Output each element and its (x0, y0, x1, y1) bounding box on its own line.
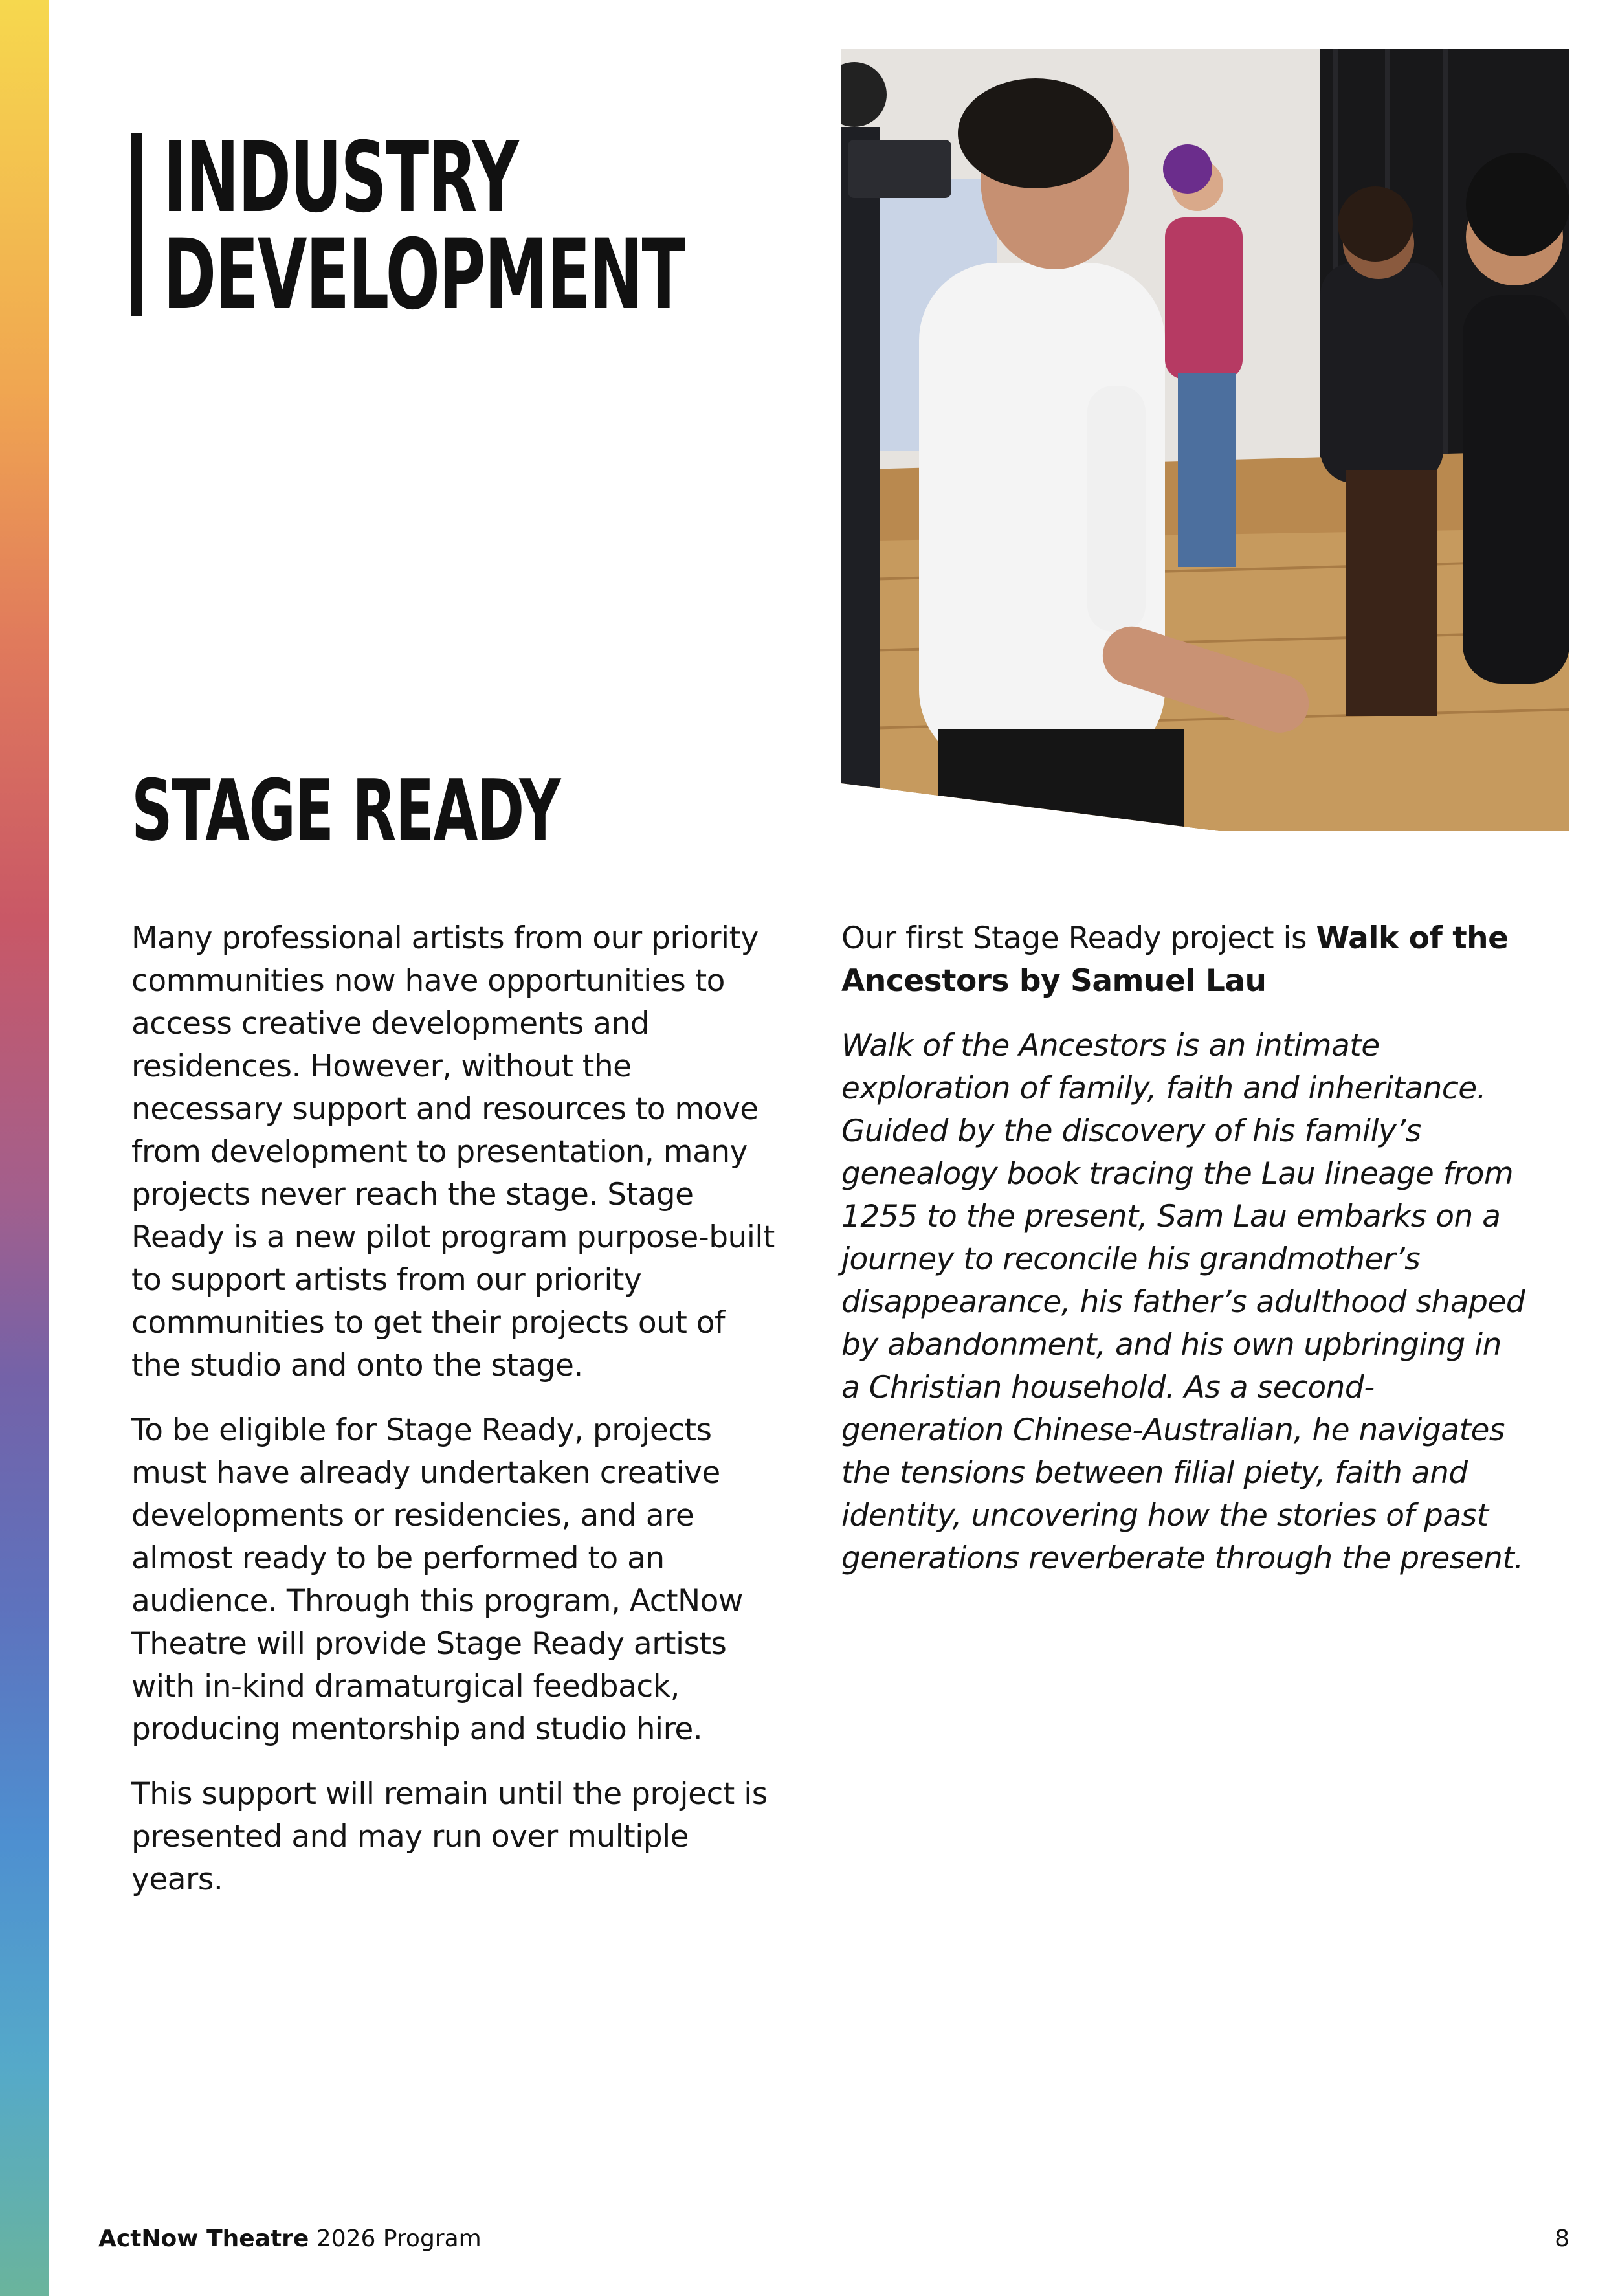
right-text-column (841, 917, 1527, 1602)
rehearsal-photo (841, 49, 1569, 831)
title-accent-bar (131, 133, 142, 316)
project-name: Walk of the Ancestors by Samuel Lau (841, 920, 1509, 999)
page-title-block (129, 122, 712, 331)
body-paragraph: To be eligible for Stage Ready, projects must have already undertaken creative developments or residencies, and are almost ready to be performed to an audience. Through this program, ActNow Theatre will provide Stage Ready artists with in-kind dramaturgical feedback, producing mentorship and studio hire. (131, 1412, 743, 1747)
body-paragraph: This support will remain until the project is presented and may run over multiple years. (131, 1776, 768, 1897)
page-title-line-2: DEVELOPMENT (163, 219, 685, 331)
footer-program-label: 2026 Program (309, 2225, 482, 2252)
body-paragraph: Many professional artists from our priority communities now have opportunities to access creative developments and residences. However, without the necessary support and resources to move from development to presentation, many projects never reach the stage. Stage Ready is a new pilot program purpose-built to support artists from our priority communities to get their projects out of the studio and onto the stage. (131, 920, 775, 1383)
page-title (163, 122, 685, 331)
footer-org-name: ActNow Theatre (98, 2225, 309, 2252)
project-synopsis: Walk of the Ancestors is an intimate exploration of family, faith and inheritance. Guided by the discovery of his family’s genealogy book tracing the Lau lineage from 1255 to the present, Sam Lau embarks on a journey to reconcile his grandmother’s disappearance, his father’s adulthood shaped by abandonment, and his own upbringing in a Christian household. As a second-generation Chinese-Australian, he navigates the tensions between filial piety, faith and identity, uncovering how the stories of past generations reverberate through the present. (841, 1028, 1525, 1576)
rehearsal-photo-illustration (841, 49, 1569, 831)
page-number: 8 (1555, 2225, 1569, 2252)
left-text-column (131, 917, 779, 1923)
rainbow-side-strip (0, 0, 49, 2296)
project-intro-text: Our first Stage Ready project is (841, 920, 1316, 956)
project-intro (841, 917, 1527, 1003)
section-title: STAGE READY (131, 761, 560, 860)
footer-label (98, 2225, 482, 2253)
page-title-line-1: INDUSTRY (163, 122, 518, 234)
